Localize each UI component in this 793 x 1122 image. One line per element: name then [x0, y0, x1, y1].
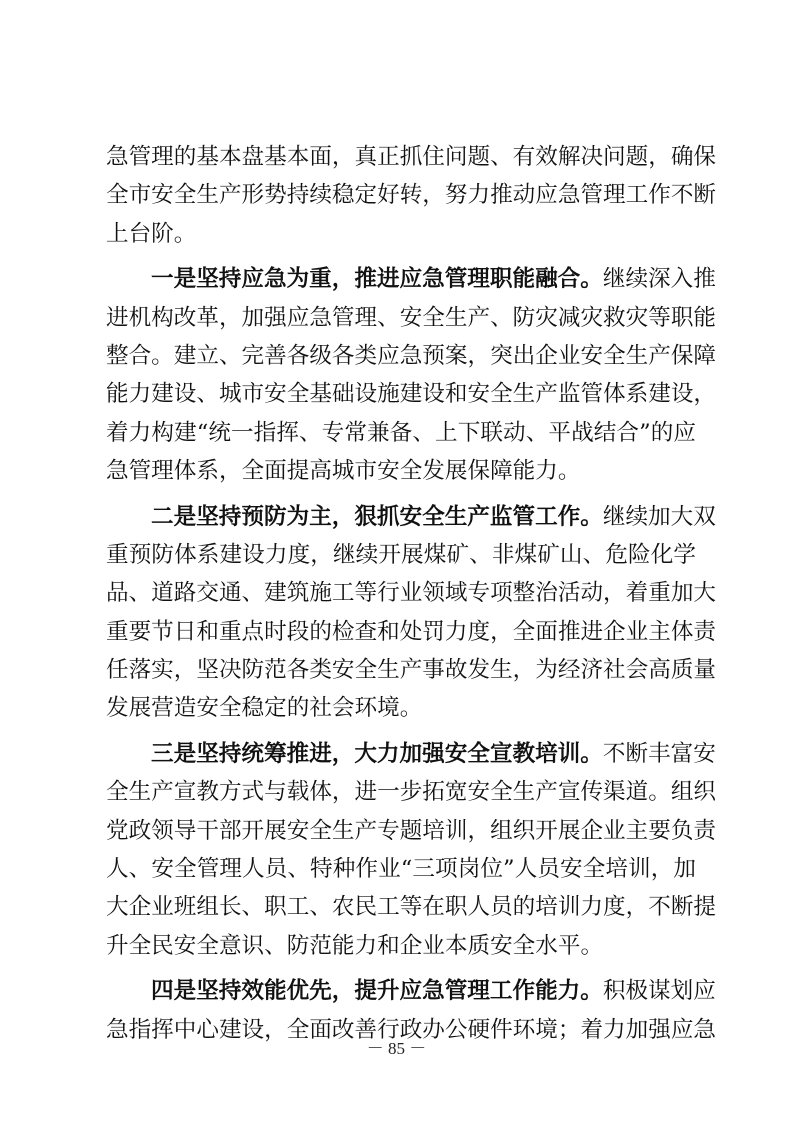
paragraph-two — [106, 498, 717, 728]
text-run: 不断丰富安 — [602, 740, 716, 767]
text-line: 发展营造安全稳定的社会环境。 — [106, 695, 423, 722]
page-number: － 85 － — [366, 1039, 427, 1058]
body-text — [106, 138, 717, 1049]
text-line: 大企业班组长、职工、农民工等在职人员的培训力度，不断提 — [106, 894, 717, 921]
paragraph-continued — [106, 138, 717, 253]
paragraph-lead: 二是坚持预防为主，狠抓安全生产监管工作。 — [151, 503, 603, 530]
text-line — [106, 260, 716, 298]
text-line: 全生产宣教方式与载体，进一步拓宽安全生产宣传渠道。组织 — [106, 779, 717, 806]
paragraph-lead: 四是坚持效能优先，提升应急管理工作能力。 — [151, 978, 603, 1005]
text-line: 整合。建立、完善各级各类应急预案，突出企业安全生产保障 — [106, 342, 717, 369]
text-line: 重要节日和重点时段的检查和处罚力度，全面推进企业主体责 — [106, 618, 717, 645]
paragraph-one — [106, 260, 717, 490]
text-line — [106, 972, 716, 1010]
text-line: 任落实，坚决防范各类安全生产事故发生，为经济社会高质量 — [106, 657, 717, 684]
text-line: 急指挥中心建设，全面改善行政办公硬件环境；着力加强应急 — [106, 1016, 717, 1043]
text-line: 能力建设、城市安全基础设施建设和安全生产监管体系建设， — [106, 381, 717, 408]
paragraph-three — [106, 735, 717, 965]
text-line: 品、道路交通、建筑施工等行业领域专项整治活动，着重加大 — [106, 580, 717, 607]
text-run: 继续加大双 — [602, 503, 716, 530]
text-line: 急管理体系，全面提高城市安全发展保障能力。 — [106, 458, 581, 485]
text-line: 急管理的基本盘基本面，真正抓住问题、有效解决问题，确保 — [106, 144, 717, 170]
text-line: 着力构建“统一指挥、专常兼备、上下联动、平战结合”的应 — [106, 419, 696, 446]
paragraph-lead: 一是坚持应急为重，推进应急管理职能融合。 — [151, 266, 603, 293]
text-run: 积极谋划应 — [602, 978, 716, 1005]
text-line: 党政领导干部开展安全生产专题培训，组织开展企业主要负责 — [106, 817, 717, 844]
text-line: 上台阶。 — [106, 220, 197, 247]
text-line: 升全民安全意识、防范能力和企业本质安全水平。 — [106, 932, 604, 959]
text-line: 全市安全生产形势持续稳定好转，努力推动应急管理工作不断 — [106, 182, 717, 209]
paragraph-lead: 三是坚持统筹推进，大力加强安全宣教培训。 — [151, 740, 603, 767]
text-line: 人、安全管理人员、特种作业“三项岗位”人员安全培训，加 — [106, 856, 696, 883]
text-line: 重预防体系建设力度，继续开展煤矿、非煤矿山、危险化学 — [106, 541, 696, 568]
text-line — [106, 735, 716, 773]
text-run: 继续深入推 — [602, 266, 716, 293]
text-line: 进机构改革，加强应急管理、安全生产、防灾减灾救灾等职能 — [106, 304, 717, 331]
text-line — [106, 498, 716, 536]
